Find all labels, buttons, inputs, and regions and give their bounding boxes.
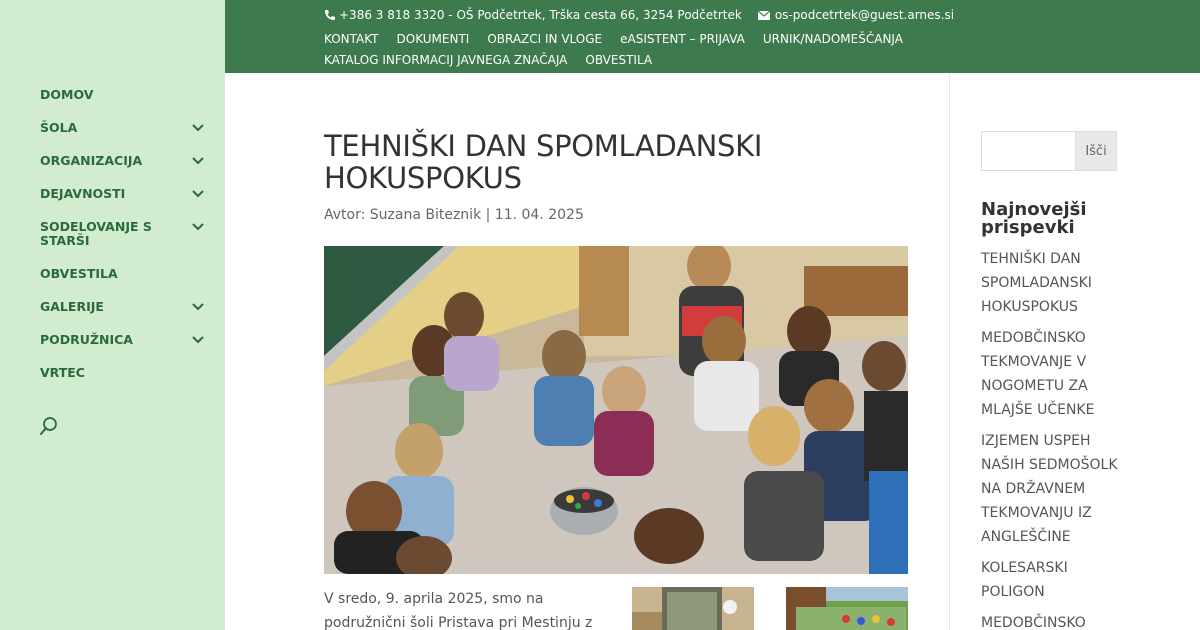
gallery-photo (786, 587, 908, 630)
post-intro-text: V sredo, 9. aprila 2025, smo na podružnični šoli Pristava pri Mestinju z (324, 591, 593, 630)
recent-posts-list (981, 247, 1121, 630)
nav-item-vrtec[interactable] (40, 366, 210, 399)
email-link[interactable] (758, 8, 954, 22)
nav-item-sola[interactable] (40, 121, 210, 154)
recent-post-link[interactable]: MEDOBČINSKO TEKMOVANJE V NOGOMETU ZA MLAJŠE UČENKE (981, 330, 1095, 418)
search-icon[interactable] (39, 416, 59, 436)
contact-info (324, 8, 954, 22)
chevron-down-icon[interactable] (190, 220, 206, 234)
sidebar-divider (949, 73, 950, 630)
top-link-kontakt[interactable]: KONTAKT (324, 32, 379, 46)
recent-post-link[interactable]: MEDOBČINSKO (981, 615, 1086, 630)
top-link-katalog[interactable]: KATALOG INFORMACIJ JAVNEGA ZNAČAJA (324, 53, 568, 67)
nav-item-organizacija[interactable] (40, 154, 210, 187)
gallery-thumbnail[interactable] (632, 587, 754, 630)
nav-label: ŠOLA (40, 120, 78, 135)
search-input[interactable] (981, 131, 1076, 171)
chevron-down-icon[interactable] (190, 121, 206, 135)
chevron-down-icon[interactable] (190, 300, 206, 314)
phone-icon (324, 9, 336, 21)
gallery-photo (632, 587, 754, 630)
recent-post-link[interactable]: TEHNIŠKI DAN SPOMLADANSKI HOKUSPOKUS (981, 251, 1092, 315)
nav-label: GALERIJE (40, 299, 104, 314)
nav-label: PODRUŽNICA (40, 332, 133, 347)
nav-label: OBVESTILA (40, 266, 118, 281)
recent-post-link[interactable]: IZJEMEN USPEH NAŠIH SEDMOŠOLK NA DRŽAVNEM TEKMOVANJU IZ ANGLEŠČINE (981, 433, 1118, 545)
top-bar (225, 0, 1200, 73)
left-sidebar (0, 0, 225, 630)
top-link-dokumenti[interactable]: DOKUMENTI (396, 32, 470, 46)
top-link-easistent[interactable]: eASISTENT – PRIJAVA (620, 32, 745, 46)
nav-item-domov[interactable] (40, 88, 210, 121)
search-button[interactable]: Išči (1075, 131, 1117, 171)
nav-item-dejavnosti[interactable] (40, 187, 210, 220)
nav-label: VRTEC (40, 365, 85, 380)
nav-label: DOMOV (40, 87, 94, 102)
recent-post-link[interactable]: KOLESARSKI POLIGON (981, 560, 1068, 600)
nav-label: DEJAVNOSTI (40, 186, 126, 201)
post-content (324, 120, 914, 630)
email-text: os-podcetrtek@guest.arnes.si (774, 8, 955, 22)
nav-label: ORGANIZACIJA (40, 153, 143, 168)
post-meta: Avtor: Suzana Biteznik | 11. 04. 2025 (324, 207, 584, 223)
top-link-urnik[interactable]: URNIK/NADOMEŠČANJA (762, 32, 903, 46)
phone-address-text[interactable]: +386 3 818 3320 - OŠ Podčetrtek, Trška cesta 66, 3254 Podčetrtek (339, 8, 742, 22)
chevron-down-icon[interactable] (190, 154, 206, 168)
nav-item-podruznica[interactable] (40, 333, 210, 366)
mail-icon (758, 11, 770, 20)
recent-posts-heading: Najnovejši prispevki (981, 199, 1087, 238)
nav-item-galerije[interactable] (40, 300, 210, 333)
top-nav (324, 29, 964, 71)
page-title: TEHNIŠKI DAN SPOMLADANSKI HOKUSPOKUS (324, 129, 763, 195)
top-link-obvestila[interactable]: OBVESTILA (585, 53, 653, 67)
nav-label: SODELOVANJE S STARŠI (40, 219, 152, 248)
featured-image[interactable] (324, 246, 908, 574)
gallery-thumbnail[interactable] (786, 587, 908, 630)
chevron-down-icon[interactable] (190, 187, 206, 201)
chevron-down-icon[interactable] (190, 333, 206, 347)
main-nav (40, 88, 210, 399)
nav-item-obvestila[interactable] (40, 267, 210, 300)
nav-item-sodelovanje[interactable] (40, 220, 210, 267)
top-link-obrazci[interactable]: OBRAZCI IN VLOGE (487, 32, 603, 46)
classroom-photo (324, 246, 908, 574)
